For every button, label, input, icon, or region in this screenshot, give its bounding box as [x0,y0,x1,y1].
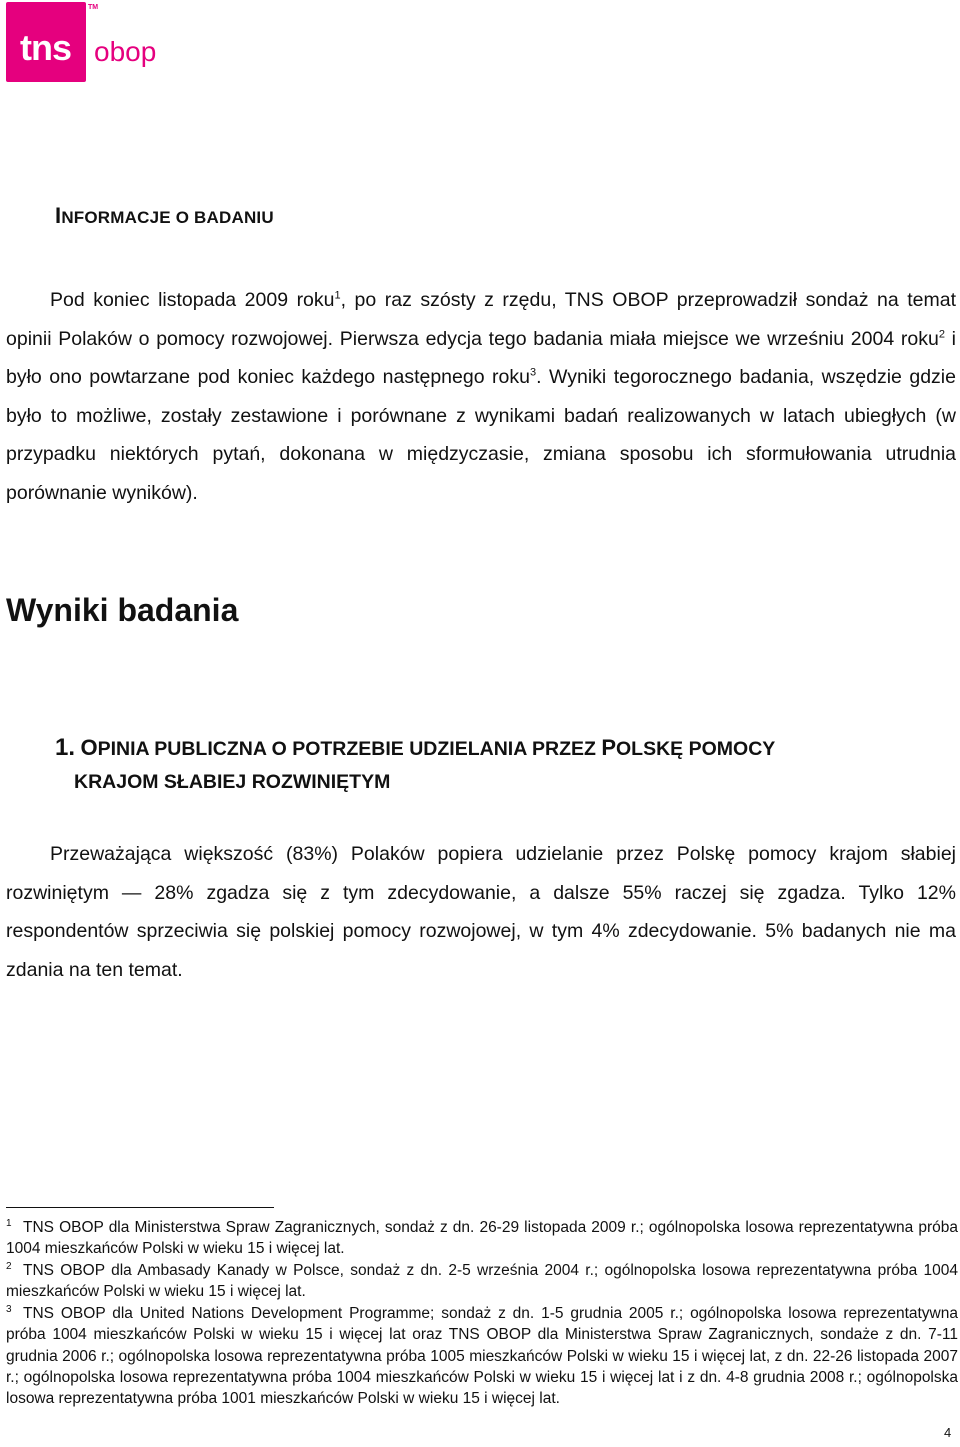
footnote-2-text: TNS OBOP dla Ambasady Kanady w Polsce, sondaż z dn. 2-5 września 2004 r.; ogólnopolska losowa reprezentatywna próba 1004 mieszkańców Polski w wieku 15 i więcej lat. [6,1262,958,1301]
footnote-ref-2[interactable]: 2 [938,328,945,340]
section-1-paragraph [6,835,956,989]
intro-text-2: , po raz szósty z rzędu, TNS OBOP przeprowadził sondaż na temat opinii Polaków o pomocy rozwojowej. Pierwsza edycja tego badania miała miejsce we wrześniu 2004 roku [6,289,956,350]
footnote-ref-3[interactable]: 3 [529,366,537,379]
footnote-2: $^2$ TNS OBOP dla Ambasady Kanady w Polsce, sondaż z dn. 2-5 września 2004 r.; ogólnopolska losowa reprezentatywna próba 1004 mieszkańców Polski w wieku 15 i więcej lat. [6,1260,958,1301]
heading-info-initial: I [55,203,62,228]
heading-informacje-o-badaniu [55,203,274,229]
section-1-heading [55,730,935,797]
intro-text-4: . Wyniki tegorocznego badania, wszędzie gdzie było to możliwe, zostały zestawione i porównane z wynikami badań realizowanych w latach ubiegłych (w przypadku niektórych pytań, dokonana w międzyczasie, zmiana sposobu ich sformułowania utrudnia porównanie wyników). [6,366,956,504]
section-1-title-part2: OLSKĘ POMOCY [616,738,776,760]
logo-trademark: TM [88,4,99,11]
intro-text-3: i było ono powtarzane pod koniec każdego następnego roku [6,327,956,388]
footnote-3: $^3$ TNS OBOP dla United Nations Development Programme; sondaż z dn. 1-5 grudnia 2005 r.; ogólnopolska losowa reprezentatywna próba 1004 mieszkańców Polski w wieku 15 i więcej lat oraz TNS OBOP dla Ministerstwa Spraw Zagranicznych, sondaże z dn. 7-11 grudnia 2006 r.; ogólnopolska losowa reprezentatywna próba 1005 mieszkańców Polski w wieku 15 i więcej lat, z dn. 22-26 listopada 2007 r.; ogólnopolska losowa reprezentatywna próba 1004 mieszkańców Polski w wieku 15 i więcej lat i z dn. 4-8 grudnia 2008 r.; ogólnopolska losowa reprezentatywna próba 1001 mieszkańców Polski w wieku 15 i więcej lat. [6,1303,958,1408]
page-number: 4 [944,1425,952,1440]
footnote-1: $^1$ TNS OBOP dla Ministerstwa Spraw Zagranicznych, sondaż z dn. 26-29 listopada 2009 r.; ogólnopolska losowa reprezentatywna próba 1004 mieszkańców Polski w wieku 15 i więcej lat. [6,1217,958,1258]
intro-paragraph [6,281,956,512]
heading-info-rest: NFORMACJE O BADANIU [61,208,274,227]
intro-text-1: Pod koniec listopada 2009 roku [50,289,335,311]
logo-obop-text: obop [94,36,157,67]
results-heading: Wyniki badania [6,592,239,628]
footnote-1-text: TNS OBOP dla Ministerstwa Spraw Zagranicznych, sondaż z dn. 26-29 listopada 2009 r.; ogólnopolska losowa reprezentatywna próba 1004 mieszkańców Polski w wieku 15 i więcej lat. [6,1219,958,1258]
footnote-ref-1[interactable]: 1 [334,289,341,302]
logo-tns-text: tns [20,27,71,68]
section-1-cap-p: P [601,735,617,760]
tns-obop-logo [6,2,156,84]
footnote-separator [6,1207,274,1208]
section-1-title-line2: KRAJOM SŁABIEJ ROZWINIĘTYM [74,771,391,793]
section-1-cap-o: O [80,735,98,760]
section-1-title-part1: PINIA PUBLICZNA O POTRZEBIE UDZIELANIA PRZEZ [97,738,602,760]
logo-mark [6,2,86,82]
footnote-3-text: TNS OBOP dla United Nations Development Programme; sondaż z dn. 1-5 grudnia 2005 r.; ogólnopolska losowa reprezentatywna próba 1004 mieszkańców Polski w wieku 15 i więcej lat oraz TNS OBOP dla Ministerstwa Spraw Zagranicznych, sondaże z dn. 7-11 grudnia 2006 r.; ogólnopolska losowa reprezentatywna próba 1005 mieszkańców Polski w wieku 15 i więcej lat, z dn. 22-26 listopada 2007 r.; ogólnopolska losowa reprezentatywna próba 1004 mieszkańców Polski w wieku 15 i więcej lat i z dn. 4-8 grudnia 2008 r.; ogólnopolska losowa reprezentatywna próba 1001 mieszkańców Polski w wieku 15 i więcej lat. [6,1305,958,1408]
section-1-number: 1. [55,734,76,761]
section-1-body: Przeważająca większość (83%) Polaków popiera udzielanie przez Polskę pomocy krajom słabiej rozwiniętym — 28% zgadza się z tym zdecydowanie, a dalsze 55% raczej się zgadza. Tylko 12% respondentów sprzeciwia się polskiej pomocy rozwojowej, w tym 4% zdecydowanie. 5% badanych nie ma zdania na ten temat. [6,843,956,981]
